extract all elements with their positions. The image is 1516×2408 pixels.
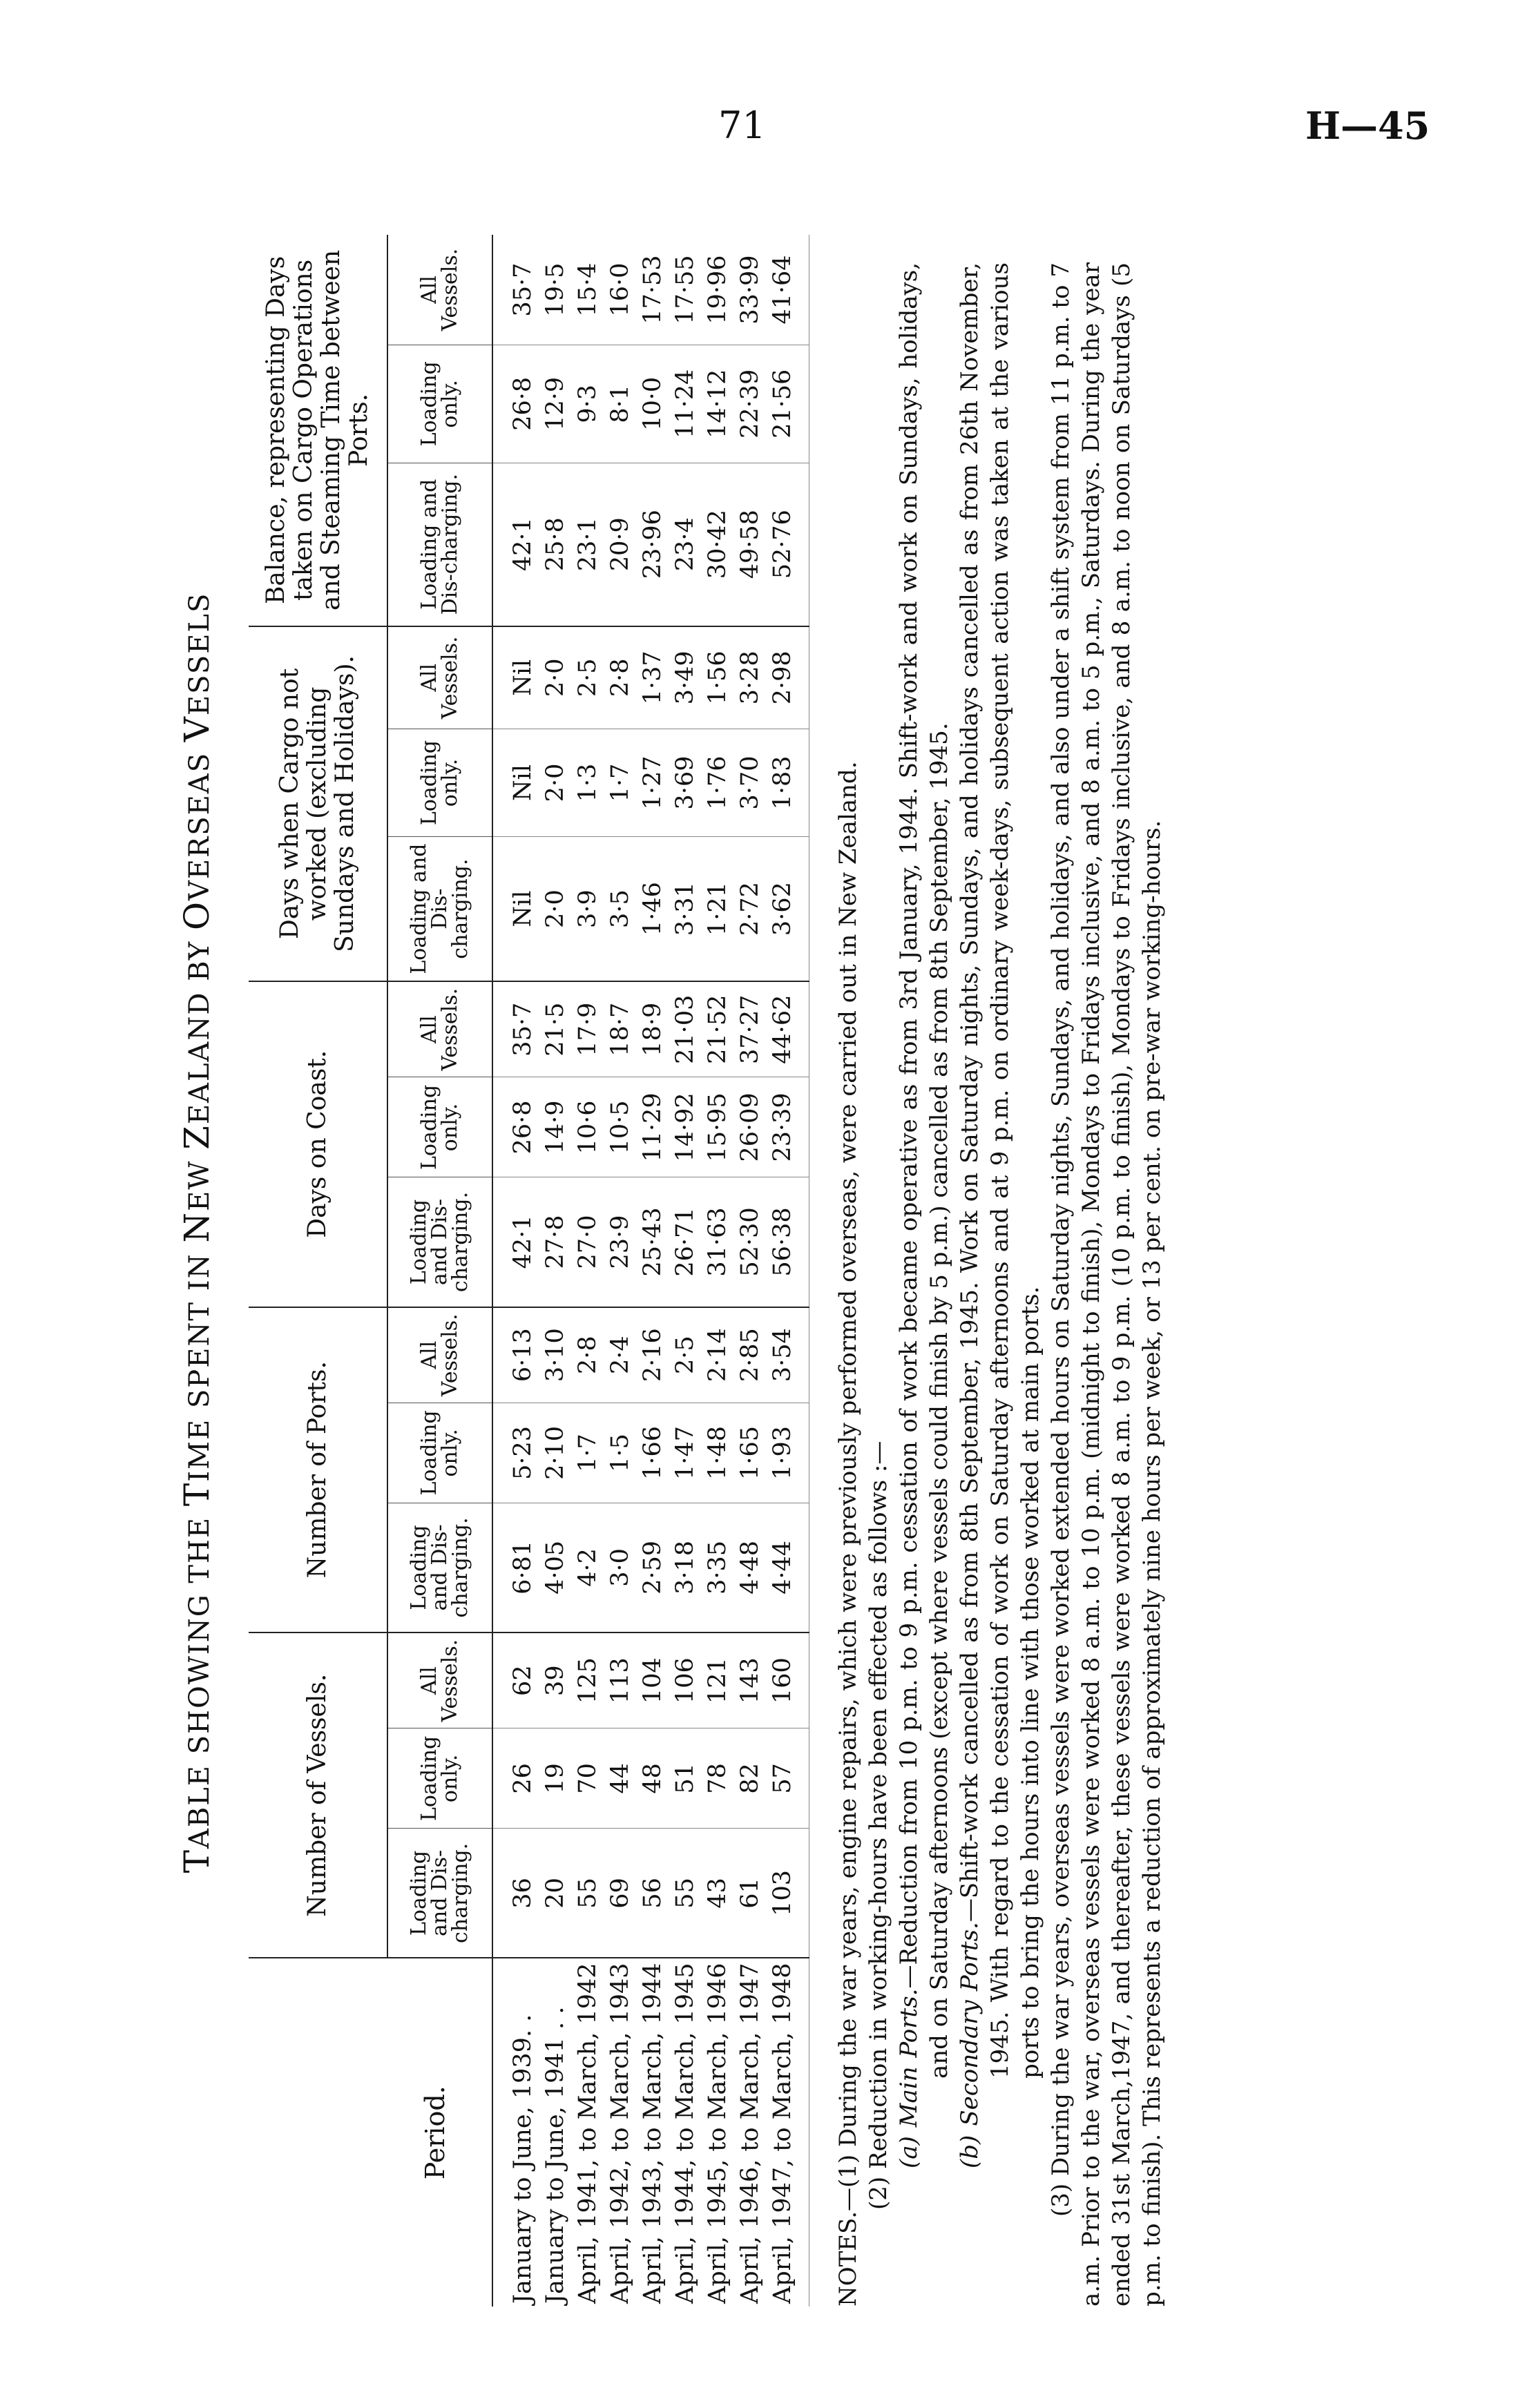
value-cell: 25·43 (637, 1177, 669, 1307)
value-cell: 15·95 (702, 1077, 734, 1177)
period-cell: April, 1943, to March, 1944 (639, 1963, 666, 2304)
period-cell: April, 1942, to March, 1943 (606, 1963, 634, 2304)
subheader-all-vessels: All Vessels. (387, 235, 492, 345)
subheader-all-vessels: All Vessels. (387, 981, 492, 1077)
subheader-loading-discharging: Loading and Dis-charging. (387, 463, 492, 626)
table-body (492, 235, 809, 2306)
group-header-balance: Balance, representing Days taken on Cargo Operations and Steaming Time between Ports. (249, 235, 387, 626)
value-cell: 1·48 (702, 1403, 734, 1503)
value-cell: 2·98 (767, 626, 809, 729)
value-cell: 61 (734, 1829, 767, 1958)
period-cell: January to June, 1941 . . (541, 2006, 569, 2304)
value-cell: 2·5 (669, 1307, 702, 1403)
note-2a-text: —Reduction from 10 p.m. to 9 p.m. cessation of work became operative as from 3rd January, 1944. Shift-work and work on Sundays, holidays, and on Saturday afternoons (except where vessels could finish by 5 p.m.) cancelled as from 8th September, 1945. (895, 262, 953, 2079)
subheader-loading-discharging: Loading and Dis-charging. (387, 1503, 492, 1632)
value-cell: 25·8 (539, 463, 572, 626)
vessels-time-table (249, 235, 809, 2306)
note-2a-label: (a) Main Ports. (895, 1988, 923, 2168)
value-cell: 3·18 (669, 1503, 702, 1632)
value-cell: 1·76 (702, 729, 734, 836)
subheader-loading-discharging: Loading and Dis-charging. (387, 1177, 492, 1307)
value-cell: 2·85 (734, 1307, 767, 1403)
subheader-loading-discharging: Loading and Dis-charging. (387, 837, 492, 981)
value-cell: 1·46 (637, 837, 669, 981)
value-cell: 3·0 (604, 1503, 637, 1632)
group-header-number-of-ports: Number of Ports. (249, 1307, 387, 1632)
value-cell: 19 (539, 1728, 572, 1829)
value-cell: 1·21 (702, 837, 734, 981)
value-cell: 1·27 (637, 729, 669, 836)
period-cell: April, 1945, to March, 1946 (704, 1963, 731, 2304)
subheader-loading-only: Loading only. (387, 345, 492, 463)
value-cell: 8·1 (604, 345, 637, 463)
value-cell: 3·54 (767, 1307, 809, 1403)
table-row (702, 235, 734, 2306)
value-cell: 2·0 (539, 626, 572, 729)
value-cell: 10·5 (604, 1077, 637, 1177)
value-cell: 22·39 (734, 345, 767, 463)
value-cell: 3·70 (734, 729, 767, 836)
value-cell: 42·1 (492, 1177, 539, 1307)
note-2b-label: (b) Secondary Ports. (956, 1922, 984, 2168)
value-cell: 17·55 (669, 235, 702, 345)
value-cell: 14·92 (669, 1077, 702, 1177)
value-cell: 26·8 (492, 345, 539, 463)
value-cell: 6·13 (492, 1307, 539, 1403)
value-cell: 37·27 (734, 981, 767, 1077)
table-row (492, 235, 539, 2306)
subheader-all-vessels: All Vessels. (387, 626, 492, 729)
subheader-loading-only: Loading only. (387, 729, 492, 836)
note-2a (894, 262, 954, 2306)
page-number: 71 (718, 104, 766, 147)
value-cell: 1·37 (637, 626, 669, 729)
value-cell: 3·5 (604, 837, 637, 981)
value-cell: 10·0 (637, 345, 669, 463)
value-cell: 143 (734, 1632, 767, 1728)
value-cell: 56 (637, 1829, 669, 1958)
value-cell: 103 (767, 1829, 809, 1958)
value-cell: 62 (492, 1632, 539, 1728)
value-cell: 125 (572, 1632, 604, 1728)
value-cell: 11·29 (637, 1077, 669, 1177)
value-cell: 20·9 (604, 463, 637, 626)
value-cell: 43 (702, 1829, 734, 1958)
note-1: NOTES.—(1) During the war years, engine repairs, which were previously performed overseas, were carried out in New Zealand. (834, 761, 862, 2306)
value-cell: 49·58 (734, 463, 767, 626)
rotated-table-block (173, 200, 1298, 2306)
value-cell: 41·64 (767, 235, 809, 345)
value-cell: 1·47 (669, 1403, 702, 1503)
value-cell: 2·72 (734, 837, 767, 981)
value-cell: 56·38 (767, 1177, 809, 1307)
period-cell: April, 1947, to March, 1948 (767, 1958, 809, 2306)
value-cell: 31·63 (702, 1177, 734, 1307)
value-cell: 27·0 (572, 1177, 604, 1307)
value-cell: 160 (767, 1632, 809, 1728)
value-cell: 2·10 (539, 1403, 572, 1503)
value-cell: 11·24 (669, 345, 702, 463)
value-cell: 2·4 (604, 1307, 637, 1403)
value-cell: 113 (604, 1632, 637, 1728)
table-row (637, 235, 669, 2306)
subheader-loading-discharging: Loading and Dis-charging. (387, 1829, 492, 1958)
period-cell: April, 1941, to March, 1942 (574, 1963, 602, 2304)
table-row (669, 235, 702, 2306)
value-cell: 33·99 (734, 235, 767, 345)
value-cell: 82 (734, 1728, 767, 1829)
subheader-loading-only: Loading only. (387, 1077, 492, 1177)
value-cell: Nil (492, 626, 539, 729)
value-cell: 26·8 (492, 1077, 539, 1177)
group-header-number-of-vessels: Number of Vessels. (249, 1632, 387, 1958)
value-cell: 2·0 (539, 837, 572, 981)
value-cell: 4·44 (767, 1503, 809, 1632)
period-cell: January to June, 1939. . (509, 2014, 537, 2304)
value-cell: 21·56 (767, 345, 809, 463)
value-cell: 27·8 (539, 1177, 572, 1307)
value-cell: 6·81 (492, 1503, 539, 1632)
value-cell: 1·66 (637, 1403, 669, 1503)
value-cell: 2·14 (702, 1307, 734, 1403)
value-cell: 17·53 (637, 235, 669, 345)
note-3: (3) During the war years, overseas vessels were worked extended hours on Saturday nights, Sundays, and holidays, and also under a shift system from 11 p.m. to 7 a.m. Prior to the war, overseas vessels were worked 8 a.m. to 10 p.m. (midnight to finish), Mondays to Fridays inclusive, and 8 a.m. to 5 p.m., Saturdays. During the year ended 31st March,1947, and thereafter, these vessels were worked 8 a.m. to 9 p.m. (10 p.m. to finish), Mondays to Fridays inclusive, and 8 a.m. to noon on Saturdays (5 p.m. to finish). This represents a reduction of approximately nine hours per week, or 13 per cent. on pre-war working-hours. (1047, 262, 1166, 2306)
value-cell: 20 (539, 1829, 572, 1958)
value-cell: 1·7 (604, 729, 637, 836)
value-cell: 1·93 (767, 1403, 809, 1503)
value-cell: 2·8 (572, 1307, 604, 1403)
value-cell: 44·62 (767, 981, 809, 1077)
value-cell: 21·03 (669, 981, 702, 1077)
value-cell: 15·4 (572, 235, 604, 345)
table-row (734, 235, 767, 2306)
value-cell: 36 (492, 1829, 539, 1958)
value-cell: 106 (669, 1632, 702, 1728)
value-cell: Nil (492, 729, 539, 836)
group-header-days-not-worked: Days when Cargo not worked (excluding Sundays and Holidays). (249, 626, 387, 981)
value-cell: 26·09 (734, 1077, 767, 1177)
value-cell: 10·6 (572, 1077, 604, 1177)
value-cell: 14·12 (702, 345, 734, 463)
table-row (539, 235, 572, 2306)
value-cell: 51 (669, 1728, 702, 1829)
value-cell: 3·69 (669, 729, 702, 836)
period-cell: April, 1944, to March, 1945 (671, 1963, 699, 2304)
value-cell: 3·49 (669, 626, 702, 729)
value-cell: 121 (702, 1632, 734, 1728)
value-cell: 19·5 (539, 235, 572, 345)
value-cell: 23·39 (767, 1077, 809, 1177)
subheader-all-vessels: All Vessels. (387, 1632, 492, 1728)
value-cell: 4·2 (572, 1503, 604, 1632)
period-cell: April, 1946, to March, 1947 (736, 1963, 764, 2304)
value-cell: 14·9 (539, 1077, 572, 1177)
table-title: TABLE SHOWING THE TIME SPENT IN NEW ZEALAND BY OVERSEAS VESSELS (177, 592, 217, 1874)
value-cell: 70 (572, 1728, 604, 1829)
value-cell: 3·35 (702, 1503, 734, 1632)
value-cell: 30·42 (702, 463, 734, 626)
table-row (767, 235, 809, 2306)
value-cell: 2·5 (572, 626, 604, 729)
value-cell: 2·59 (637, 1503, 669, 1632)
table-row (604, 235, 637, 2306)
note-2: (2) Reduction in working-hours have been effected as follows :— (865, 1441, 892, 2210)
value-cell: 1·5 (604, 1403, 637, 1503)
value-cell: 55 (572, 1829, 604, 1958)
value-cell: 42·1 (492, 463, 539, 626)
table-row (572, 235, 604, 2306)
value-cell: 4·05 (539, 1503, 572, 1632)
value-cell: 35·7 (492, 981, 539, 1077)
notes-section (833, 262, 1167, 2306)
value-cell: 78 (702, 1728, 734, 1829)
value-cell: 26 (492, 1728, 539, 1829)
value-cell: 3·10 (539, 1307, 572, 1403)
value-cell: 3·9 (572, 837, 604, 981)
value-cell: 104 (637, 1632, 669, 1728)
value-cell: Nil (492, 837, 539, 981)
document-reference: H—45 (1305, 104, 1430, 148)
value-cell: 1·7 (572, 1403, 604, 1503)
value-cell: 16·0 (604, 235, 637, 345)
value-cell: 69 (604, 1829, 637, 1958)
value-cell: 23·4 (669, 463, 702, 626)
value-cell: 57 (767, 1728, 809, 1829)
value-cell: 18·9 (637, 981, 669, 1077)
value-cell: 55 (669, 1829, 702, 1958)
group-header-days-on-coast: Days on Coast. (249, 981, 387, 1307)
value-cell: 18·7 (604, 981, 637, 1077)
value-cell: 2·16 (637, 1307, 669, 1403)
note-2b-text: —Shift-work cancelled as from 8th September, 1945. Work on Saturday nights, Sundays, and holidays cancelled as from 26th November, 1945. With regard to the cessation of work on Saturday afternoons and at 9 p.m. on ordinary week-days, subsequent action was taken at the various ports to bring the hours into line with those worked at main ports. (956, 262, 1044, 2079)
value-cell: 23·1 (572, 463, 604, 626)
value-cell: 44 (604, 1728, 637, 1829)
value-cell: 3·31 (669, 837, 702, 981)
value-cell: 48 (637, 1728, 669, 1829)
value-cell: 39 (539, 1632, 572, 1728)
value-cell: 9·3 (572, 345, 604, 463)
value-cell: 26·71 (669, 1177, 702, 1307)
value-cell: 12·9 (539, 345, 572, 463)
value-cell: 2·0 (539, 729, 572, 836)
subheader-loading-only: Loading only. (387, 1728, 492, 1829)
value-cell: 17·9 (572, 981, 604, 1077)
value-cell: 4·48 (734, 1503, 767, 1632)
value-cell: 52·76 (767, 463, 809, 626)
value-cell: 1·56 (702, 626, 734, 729)
value-cell: 23·9 (604, 1177, 637, 1307)
value-cell: 3·62 (767, 837, 809, 981)
value-cell: 21·52 (702, 981, 734, 1077)
value-cell: 1·83 (767, 729, 809, 836)
value-cell: 5·23 (492, 1403, 539, 1503)
subheader-loading-only: Loading only. (387, 1403, 492, 1503)
note-2b (954, 262, 1046, 2306)
value-cell: 1·65 (734, 1403, 767, 1503)
value-cell: 23·96 (637, 463, 669, 626)
period-header: Period. (249, 1958, 492, 2306)
value-cell: 1·3 (572, 729, 604, 836)
value-cell: 3·28 (734, 626, 767, 729)
value-cell: 35·7 (492, 235, 539, 345)
subheader-all-vessels: All Vessels. (387, 1307, 492, 1403)
value-cell: 19·96 (702, 235, 734, 345)
value-cell: 52·30 (734, 1177, 767, 1307)
value-cell: 2·8 (604, 626, 637, 729)
value-cell: 21·5 (539, 981, 572, 1077)
